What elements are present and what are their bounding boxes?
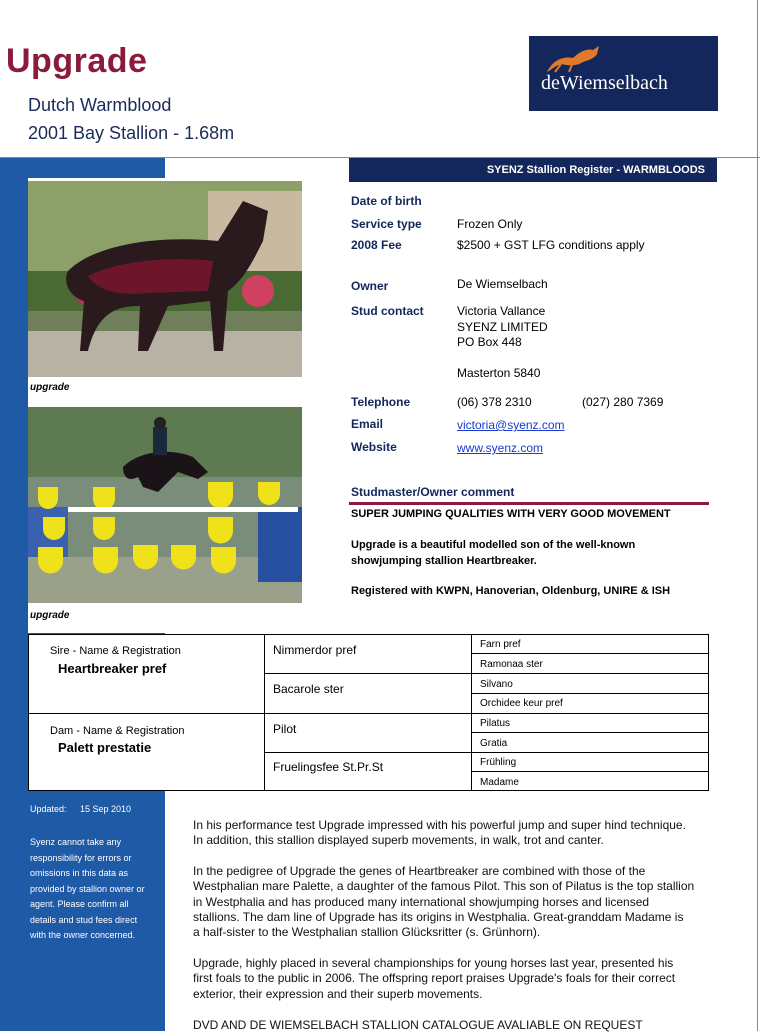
- service-type-value: Frozen Only: [457, 217, 523, 231]
- pedigree-cell: [264, 634, 472, 674]
- description-line: Upgrade, highly placed in several championships for young horses last year, presented his: [193, 956, 674, 970]
- email-label: Email: [351, 417, 384, 431]
- dam-box: [28, 713, 265, 791]
- pedigree-cell: [471, 771, 709, 791]
- telephone-label: Telephone: [351, 395, 411, 409]
- ancestor-name: Ramonaa ster: [480, 659, 543, 670]
- comment-text: showjumping stallion Heartbreaker.: [351, 555, 537, 567]
- grandsire-name: Pilot: [273, 722, 297, 736]
- stud-contact-line: SYENZ LIMITED: [457, 320, 548, 334]
- updated-date: 15 Sep 2010: [80, 804, 132, 814]
- disclaimer-line: agent. Please confirm all: [30, 899, 129, 909]
- comment-text: Upgrade is a beautiful modelled son of the well-known: [351, 539, 636, 551]
- catalogue-note: DVD AND DE WIEMSELBACH STALLION CATALOGUE AVALIABLE ON REQUEST: [193, 1018, 643, 1032]
- pedigree-cell: [471, 752, 709, 772]
- disclaimer-line: with the owner concerned.: [30, 930, 136, 940]
- website-label: Website: [351, 440, 397, 454]
- photo-caption: upgrade: [30, 610, 70, 621]
- ancestor-name: Madame: [480, 777, 519, 788]
- ancestor-name: Orchidee keur pref: [480, 698, 563, 709]
- jumping-horse-icon: [543, 42, 603, 76]
- fee-value: $2500 + GST LFG conditions apply: [457, 238, 645, 252]
- fee-label: 2008 Fee: [351, 238, 402, 252]
- disclaimer: [30, 835, 160, 944]
- granddam-name: Fruelingsfee St.Pr.St: [273, 760, 384, 774]
- sire-name: Heartbreaker pref: [58, 661, 167, 676]
- description-paragraph: [193, 818, 718, 849]
- comment-text: Registered with KWPN, Hanoverian, Oldenburg, UNIRE & ISH: [351, 585, 671, 597]
- ancestor-name: Gratia: [480, 738, 508, 749]
- description-line: Westphalian mare Palette, a daughter of the famous Pilot. This son of Pilatus is the top stallion: [193, 879, 695, 894]
- pedigree-cell: [471, 634, 709, 654]
- sire-label: Sire - Name & Registration: [50, 645, 181, 657]
- ancestor-name: Frühling: [480, 757, 517, 768]
- photo-caption: upgrade: [30, 382, 70, 393]
- service-type-label: Service type: [351, 217, 422, 231]
- description-line: first foals to the public in 2006. The offspring report praises Upgrade's foals for their correct: [193, 971, 676, 986]
- owner-value: De Wiemselbach: [457, 277, 548, 291]
- ancestor-name: Silvano: [480, 679, 513, 690]
- pedigree-cell: [471, 732, 709, 753]
- grandsire-name: Nimmerdor pref: [273, 643, 357, 657]
- description-line: exterior, their expression and their superb movements.: [193, 986, 483, 1001]
- description-paragraph: [193, 956, 718, 1002]
- disclaimer-line: Syenz cannot take any: [30, 837, 122, 847]
- description-line: in Westphalia and has produced many international showjumping horses and licensed: [193, 894, 650, 909]
- pedigree-cell: [471, 713, 709, 733]
- description-line: a half-sister to the Westphalian stallion Glücksritter (s. Grünhorn).: [193, 925, 541, 940]
- stud-contact-line: Victoria Vallance: [457, 304, 546, 318]
- divider: [349, 502, 709, 505]
- dam-label: Dam - Name & Registration: [50, 725, 185, 737]
- mobile-value: (027) 280 7369: [582, 395, 664, 409]
- disclaimer-line: responsibility for errors or: [30, 852, 132, 863]
- disclaimer-line: provided by stallion owner or: [30, 883, 145, 894]
- description-line: stallions. The dam line of Upgrade has its origins in Westphalia. Great-granddam Madame is: [193, 909, 684, 924]
- divider: [757, 0, 758, 1031]
- description-line: In addition, this stallion displayed superb movements, in walk, trot and canter.: [193, 833, 604, 848]
- sire-box: [28, 634, 265, 714]
- description-paragraph: [193, 864, 718, 940]
- details-subtitle: 2001 Bay Stallion - 1.68m: [28, 123, 235, 143]
- dam-name: Palett prestatie: [58, 740, 152, 755]
- comment-heading: Studmaster/Owner comment: [351, 485, 515, 499]
- breed-subtitle: Dutch Warmblood: [28, 95, 172, 115]
- pedigree-cell: [471, 653, 709, 674]
- ancestor-name: Farn pref: [480, 639, 521, 650]
- telephone-value: (06) 378 2310: [457, 395, 532, 409]
- granddam-name: Bacarole ster: [273, 682, 344, 696]
- stallion-standing-photo: [28, 181, 302, 377]
- stud-contact-label: Stud contact: [351, 304, 424, 318]
- page-title: Upgrade: [6, 42, 148, 80]
- logo-text: deWiemselbach: [541, 72, 668, 94]
- ancestor-name: Pilatus: [480, 718, 511, 729]
- pedigree-cell: [264, 713, 472, 753]
- pedigree-cell: [471, 673, 709, 694]
- comment-headline: SUPER JUMPING QUALITIES WITH VERY GOOD MOVEMENT: [351, 508, 671, 520]
- disclaimer-line: details and stud fees direct: [30, 914, 138, 925]
- dob-label: Date of birth: [351, 194, 422, 208]
- pedigree-cell: [264, 752, 472, 791]
- stallion-jumping-photo: [28, 407, 302, 603]
- description-line: In his performance test Upgrade impressed with his powerful jump and super hind technique.: [193, 818, 686, 832]
- pedigree-cell: [471, 693, 709, 714]
- stud-contact-line: PO Box 448: [457, 335, 522, 349]
- pedigree-cell: [264, 673, 472, 714]
- description-line: In the pedigree of Upgrade the genes of Heartbreaker are combined with those of the: [193, 864, 646, 878]
- dewiemselbach-logo: [529, 36, 718, 111]
- register-title-bar: SYENZ Stallion Register - WARMBLOODS: [349, 158, 717, 182]
- updated-label: Updated:: [30, 804, 67, 814]
- owner-label: Owner: [351, 279, 389, 293]
- stud-contact-line: Masterton 5840: [457, 366, 541, 380]
- disclaimer-line: omissions in this data as: [30, 868, 129, 878]
- email-link[interactable]: victoria@syenz.com: [457, 418, 565, 432]
- website-link[interactable]: www.syenz.com: [457, 441, 544, 455]
